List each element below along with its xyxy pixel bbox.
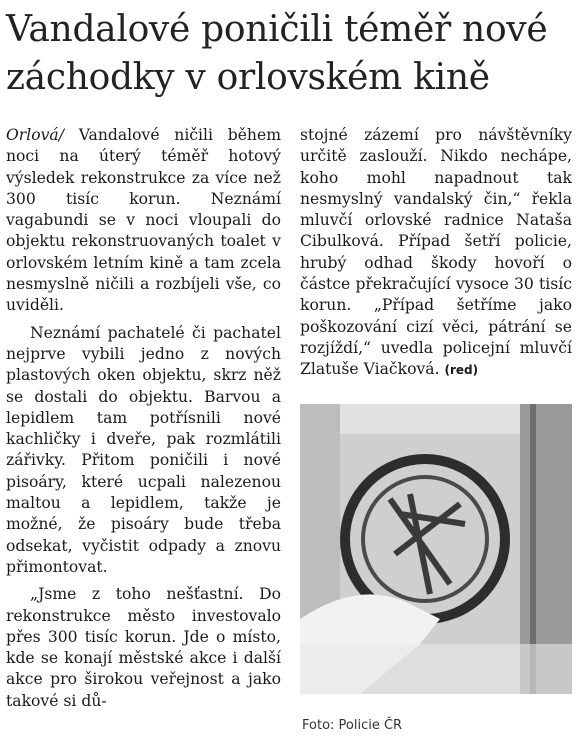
author-signature: (red) <box>444 363 479 378</box>
article-paragraph-2: Neznámí pachatelé či pachatel nejprve vybili jedno z nových plastových oken objektu, skrz něž se dostali do objektu. Barvou a lepidlem tam potřísnili nové kachličky i dveře, pak rozmlátili zářivky. Přitom poničili i nové pisoáry, které ucpali nalezenou maltou a lepidlem, takže je možné, že pisoáry bude třeba odsekat, vyčistit odpady a znovu přimontovat. <box>6 323 281 576</box>
article-photo <box>300 404 572 694</box>
article-paragraph-1 <box>6 125 281 317</box>
article-paragraph-3-start: „Jsme z toho nešťastní. Do rekonstrukce město investovalo přes 300 tisíc korun. Jde o místo, kde se konají městské akce i další akce pro širokou veřejnost a jako takové si dů- <box>6 585 281 710</box>
damaged-fixture-photo <box>300 404 572 694</box>
text-column-right <box>300 125 572 382</box>
dateline: Orlová/ <box>6 126 64 144</box>
photo-caption: Foto: Policie ČR <box>302 718 403 733</box>
article-headline: Vandalové poničili téměř nové záchodky v orlovském kině <box>6 9 548 98</box>
text-column-left <box>6 125 281 712</box>
article-paragraph-3-continued: stojné zázemí pro návštěvníky určitě zaslouží. Nikdo nechápe, koho mohl napadnout tak nesmyslný vandalský čin,“ řekla mluvčí orlovské radnice Nataša Cibulková. Případ šetří policie, hrubý odhad škody hovoří o částce překračující vysoce 30 tisíc korun. „Případ šetříme jako poškozování cizí věci, pátrání se rozjíždí,“ uvedla policejní mluvčí Zlatuše Viačková. (red) <box>300 126 572 379</box>
paragraph-1-text: Vandalové ničili během noci na úterý téměř hotový výsledek rekonstrukce za více než 300 tisíc korun. Neznámí vagabundi se v noci vloupali do objektu rekonstruovaných toalet v orlovském letním kině a tam zcela nesmyslně ničili a rozbíjeli vše, co uviděli. <box>6 126 281 315</box>
